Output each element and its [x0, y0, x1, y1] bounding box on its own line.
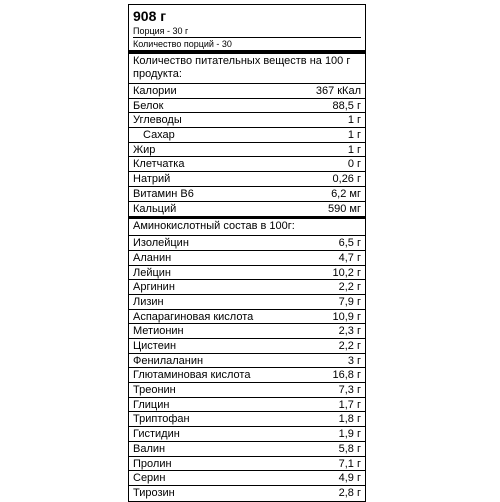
amino-row — [129, 398, 365, 413]
amino-row — [129, 471, 365, 486]
amino-value: 10,2 г — [332, 266, 361, 279]
nutrition-value: 88,5 г — [332, 99, 361, 112]
nutrition-row — [129, 99, 365, 114]
amino-name: Гистидин — [133, 428, 180, 441]
amino-value: 1,9 г — [338, 428, 361, 441]
amino-row — [129, 251, 365, 266]
nutrition-value: 6,2 мг — [331, 187, 361, 200]
nutrition-label — [128, 4, 366, 502]
amino-name: Метионин — [133, 325, 184, 338]
amino-row — [129, 310, 365, 325]
amino-row — [129, 427, 365, 442]
nutrition-row — [129, 143, 365, 158]
amino-value: 4,7 г — [338, 251, 361, 264]
amino-row — [129, 354, 365, 369]
amino-name: Валин — [133, 442, 166, 455]
nutrition-row — [129, 113, 365, 128]
amino-row — [129, 324, 365, 339]
nutrition-value: 1 г — [347, 114, 361, 127]
nutrition-value: 1 г — [347, 143, 361, 156]
amino-value: 7,3 г — [338, 384, 361, 397]
amino-value: 16,8 г — [332, 369, 361, 382]
amino-name: Аспарагиновая кислота — [133, 310, 254, 323]
nutrition-name: Углеводы — [133, 114, 182, 127]
amino-row — [129, 412, 365, 427]
nutrition-value: 367 кКал — [315, 85, 361, 97]
amino-name: Пролин — [133, 457, 172, 470]
nutrition-section-title: Количество питательных веществ на 100 г продукта: — [129, 54, 365, 84]
label-header — [129, 5, 365, 54]
amino-name: Глютаминовая кислота — [133, 369, 251, 382]
nutrition-name: Кальций — [133, 202, 177, 215]
amino-value: 2,8 г — [338, 486, 361, 499]
nutrition-row — [129, 202, 365, 217]
amino-name: Цистеин — [133, 340, 177, 352]
amino-section-title: Аминокислотный состав в 100г: — [129, 219, 365, 236]
amino-name: Аланин — [133, 251, 172, 264]
amino-name: Серин — [133, 472, 166, 485]
amino-row — [129, 236, 365, 251]
nutrition-value: 0,26 г — [332, 173, 361, 186]
amino-name: Треонин — [133, 384, 176, 397]
servings-count: Количество порций - 30 — [133, 39, 232, 49]
amino-section — [129, 216, 365, 500]
amino-row — [129, 368, 365, 383]
nutrition-name: Калории — [133, 85, 177, 97]
amino-value: 7,9 г — [338, 295, 361, 308]
amino-row — [129, 339, 365, 354]
amino-name: Триптофан — [133, 413, 190, 426]
amino-value: 2,2 г — [338, 281, 361, 294]
nutrition-name: Белок — [133, 99, 164, 112]
nutrition-name: Витамин B6 — [133, 187, 194, 200]
serving-size: Порция - 30 г — [133, 25, 361, 38]
amino-value: 5,8 г — [338, 442, 361, 455]
amino-name: Фенилаланин — [133, 354, 204, 367]
amino-value: 6,5 г — [338, 237, 361, 250]
amino-value: 3 г — [347, 354, 361, 367]
amino-name: Лизин — [133, 295, 164, 308]
nutrition-name: Клетчатка — [133, 158, 185, 171]
amino-name: Лейцин — [133, 266, 172, 279]
amino-value: 1,8 г — [338, 413, 361, 426]
amino-value: 10,9 г — [332, 310, 361, 323]
amino-value: 1,7 г — [338, 398, 361, 411]
nutrition-row — [129, 172, 365, 187]
nutrition-row — [129, 84, 365, 99]
amino-row — [129, 383, 365, 398]
nutrition-rows — [129, 84, 365, 216]
amino-value: 2,3 г — [338, 325, 361, 338]
amino-rows — [129, 236, 365, 500]
nutrition-value: 1 г — [347, 129, 361, 142]
amino-row — [129, 442, 365, 457]
nutrition-row — [129, 128, 365, 143]
amino-name: Изолейцин — [133, 237, 189, 250]
nutrition-row — [129, 157, 365, 172]
nutrition-name: Сахар — [143, 129, 175, 142]
nutrition-section — [129, 54, 365, 216]
nutrition-value: 590 мг — [328, 202, 361, 215]
nutrition-name: Натрий — [133, 173, 171, 186]
amino-name: Аргинин — [133, 281, 175, 294]
amino-name: Глицин — [133, 398, 170, 411]
amino-row — [129, 457, 365, 472]
amino-row — [129, 280, 365, 295]
amino-value: 7,1 г — [338, 457, 361, 470]
package-weight: 908 г — [133, 8, 167, 24]
amino-name: Тирозин — [133, 486, 175, 499]
amino-row — [129, 295, 365, 310]
nutrition-row — [129, 187, 365, 202]
nutrition-name: Жир — [133, 143, 156, 156]
amino-row — [129, 266, 365, 281]
amino-value: 2,2 г — [338, 340, 361, 352]
amino-value: 4,9 г — [338, 472, 361, 485]
amino-row — [129, 486, 365, 501]
nutrition-value: 0 г — [347, 158, 361, 171]
